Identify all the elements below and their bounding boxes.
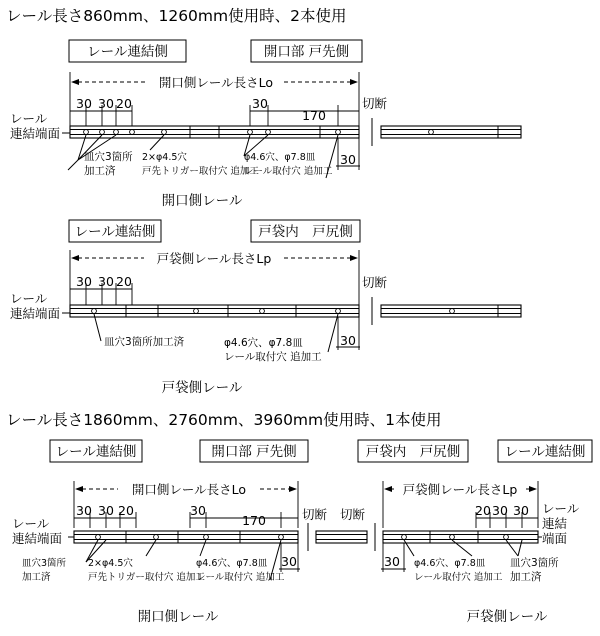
length-open-rail: 開口側レール長さLo <box>158 75 274 90</box>
box3-rail-joint-side-right-label: レール連結側 <box>504 444 586 460</box>
rail-end-label-2b: 連結端面 <box>10 306 61 321</box>
length3-open-rail: 開口側レール長さLo <box>131 482 247 497</box>
dim3-30-a: 30 <box>76 503 92 518</box>
section-two-rails <box>6 7 521 209</box>
caption-pocket-rail: 戸袋側レール <box>161 380 243 396</box>
dim3-20: 20 <box>118 503 134 518</box>
cut3-right: 切断 <box>340 507 366 522</box>
dim2-20: 20 <box>116 274 132 289</box>
heading-single-rail: レール長さ1860mm、2760mm、3960mm使用時、1本使用 <box>6 411 442 429</box>
note3r-holes3-line1: 皿穴3箇所 <box>510 557 559 569</box>
dim2-30-a: 30 <box>76 274 92 289</box>
dim3r-30-a: 30 <box>492 503 508 518</box>
note3r-mount-line1: φ4.6穴、φ7.8皿 <box>414 558 486 569</box>
note3r-mount-line2: レール取付穴 追加工 <box>414 572 503 583</box>
length-pocket-rail: 戸袋側レール長さLp <box>156 251 272 266</box>
note-holes3-line2: 加工済 <box>84 165 116 177</box>
box-rail-joint-side-label: レール連結側 <box>87 44 168 60</box>
caption-open-rail: 開口側レール <box>161 193 243 209</box>
box-opening-door-tip-label: 開口部 戸先側 <box>263 44 350 60</box>
note3r-holes3-line2: 加工済 <box>510 571 542 583</box>
note-trigger-line2: 戸先トリガー取付穴 追加工 <box>142 166 259 177</box>
rail-open-side-offcut <box>381 126 521 138</box>
box3-rail-joint-side-left-label: レール連結側 <box>55 444 137 460</box>
dim3-170: 170 <box>242 513 266 528</box>
length3-pocket-rail: 戸袋側レール長さLp <box>402 482 518 497</box>
dim-170: 170 <box>302 108 326 123</box>
rail3-end-right-2: 連結 <box>542 516 568 531</box>
note2-mount-line1: φ4.6穴、φ7.8皿 <box>224 337 303 349</box>
box3-pocket-tail-label: 戸袋内 戸尻側 <box>365 444 461 460</box>
cut3-left: 切断 <box>302 507 328 522</box>
note3-trigger-line2: 戸先トリガー取付穴 追加工 <box>88 572 205 583</box>
dim-30-end: 30 <box>340 152 356 167</box>
section-single-rail <box>6 411 592 625</box>
rail-end-label-2a: レール <box>10 291 48 306</box>
box-rail-joint-side-2-label: レール連結側 <box>74 224 156 240</box>
rail3-end-right-3: 端面 <box>542 531 568 546</box>
dim3-30-end-left: 30 <box>281 554 297 569</box>
note-holes3-line1: 皿穴3箇所 <box>84 151 133 163</box>
note-mount-line2: レール取付穴 追加工 <box>244 166 333 177</box>
rail3-middle-offcut <box>316 531 367 543</box>
box3-opening-door-tip-label: 開口部 戸先側 <box>211 444 297 460</box>
dim-30-c: 30 <box>252 96 268 111</box>
dim-30-a: 30 <box>76 96 92 111</box>
dim3-30-end-right: 30 <box>384 554 400 569</box>
dim-20: 20 <box>116 96 132 111</box>
dim3-30-c: 30 <box>190 503 206 518</box>
rail3-end-left-1: レール <box>12 516 50 531</box>
dim-30-b: 30 <box>98 96 114 111</box>
rail-end-label-1: レール <box>10 111 48 126</box>
dim2-30-end: 30 <box>340 333 356 348</box>
section-pocket-rail <box>10 220 521 396</box>
rail3-open-side <box>74 531 298 543</box>
rail3-end-right-1: レール <box>542 501 580 516</box>
note2-holes3: 皿穴3箇所加工済 <box>104 336 185 348</box>
note3-trigger-line1: 2×φ4.5穴 <box>88 558 133 569</box>
note-trigger-line1: 2×φ4.5穴 <box>142 152 187 163</box>
caption3-open-rail: 開口側レール <box>137 609 219 625</box>
note3-mount-line1: φ4.6穴、φ7.8皿 <box>196 558 268 569</box>
box-pocket-tail-label: 戸袋内 戸尻側 <box>258 224 353 240</box>
dim3r-20: 20 <box>475 503 491 518</box>
rail-pocket-side <box>70 305 359 317</box>
dim3r-30-b: 30 <box>513 503 529 518</box>
dim2-30-b: 30 <box>98 274 114 289</box>
rail-end-label-2: 連結端面 <box>10 126 61 141</box>
rail3-end-left-2: 連結端面 <box>12 531 63 546</box>
heading-two-rails: レール長さ860mm、1260mm使用時、2本使用 <box>6 7 347 25</box>
cut-label: 切断 <box>362 96 388 111</box>
note2-mount-line2: レール取付穴 追加工 <box>224 351 322 363</box>
caption3-pocket-rail: 戸袋側レール <box>466 609 548 625</box>
note3-mount-line2: レール取付穴 追加工 <box>196 572 285 583</box>
note3-holes3-line2: 加工済 <box>22 572 51 583</box>
note-mount-line1: φ4.6穴、φ7.8皿 <box>244 152 316 163</box>
cut-label-2: 切断 <box>362 275 388 290</box>
note3-holes3-line1: 皿穴3箇所 <box>22 558 67 569</box>
dim3-30-b: 30 <box>98 503 114 518</box>
